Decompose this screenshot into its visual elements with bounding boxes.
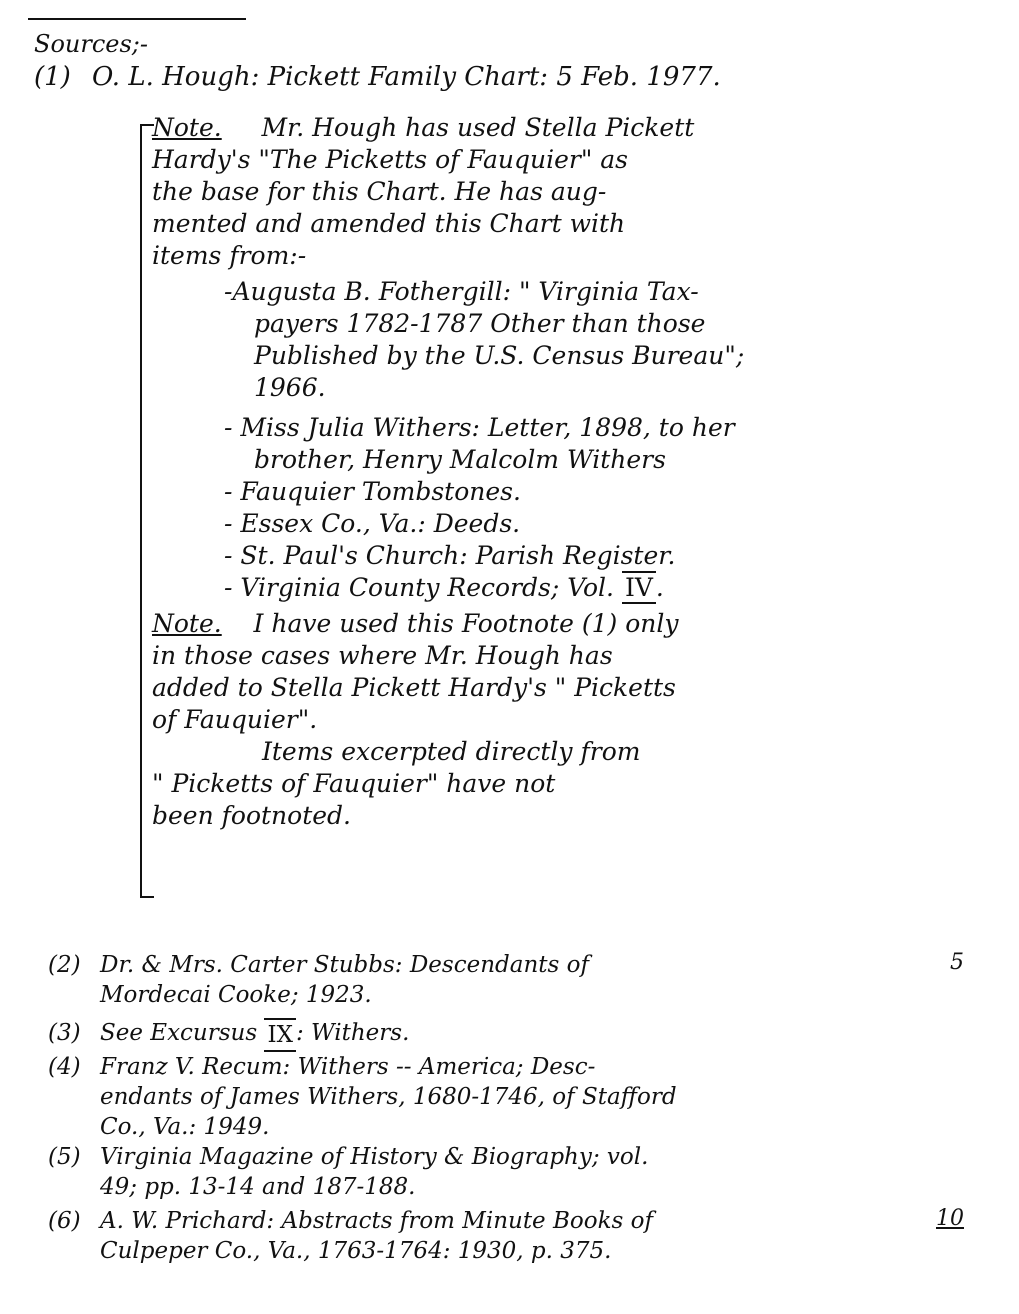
note-1-line-2: Hardy's "The Picketts of Fauquier" as (152, 145, 629, 174)
footnotes (48, 950, 988, 1266)
footnote-2-line-2: Mordecai Cooke; 1923. (100, 982, 372, 1008)
footnote-4-line-3: Co., Va.: 1949. (100, 1114, 270, 1140)
note-2 (152, 608, 872, 832)
footnote-2 (48, 950, 988, 1010)
item-6-after: . (655, 573, 664, 602)
margin-number-5: 5 (950, 950, 964, 975)
footnote-3-after: : Withers. (295, 1020, 410, 1046)
note-2-line-3: added to Stella Pickett Hardy's " Picketts (152, 673, 676, 702)
note-2-label: Note. (152, 609, 222, 638)
note-1-line-5: items from:- (152, 241, 307, 270)
note-1-label: Note. (152, 113, 222, 142)
note-1-text-1: Mr. Hough has used Stella Pickett (261, 113, 695, 142)
source-1-number: (1) (34, 62, 71, 92)
source-1 (34, 62, 721, 92)
item-1-line-2: payers 1782-1787 Other than those (254, 309, 706, 338)
footnote-6-line-1: A. W. Prichard: Abstracts from Minute Books of (100, 1208, 653, 1234)
sources-heading: Sources;- (34, 30, 148, 58)
footnote-2-number: (2) (48, 952, 81, 978)
item-2-line-2: brother, Henry Malcolm Withers (254, 445, 666, 474)
note-2-line-7: been footnoted. (152, 801, 351, 830)
footnote-3-number: (3) (48, 1020, 81, 1046)
item-3: - Fauquier Tombstones. (224, 477, 521, 506)
top-rule (28, 18, 246, 20)
footnote-6-line-2: Culpeper Co., Va., 1763-1764: 1930, p. 375. (100, 1238, 612, 1264)
note-block (152, 112, 872, 832)
footnote-6-number: (6) (48, 1208, 81, 1234)
footnote-3 (48, 1018, 988, 1052)
footnote-2-line-1: Dr. & Mrs. Carter Stubbs: Descendants of (100, 952, 589, 978)
note-2-line-4: of Fauquier". (152, 705, 318, 734)
item-6 (152, 572, 872, 604)
item-5: - St. Paul's Church: Parish Register. (224, 541, 676, 570)
footnote-3-roman-numeral: IX (264, 1018, 295, 1052)
item-6-text: - Virginia County Records; Vol. (224, 573, 614, 602)
item-2-line-1: - Miss Julia Withers: Letter, 1898, to her (224, 413, 735, 442)
footnote-4 (48, 1052, 988, 1142)
footnote-5-number: (5) (48, 1144, 81, 1170)
note-1-line-1 (152, 112, 872, 144)
item-6-roman-numeral: IV (622, 571, 656, 604)
footnote-4-line-1: Franz V. Recum: Withers -- America; Desc- (100, 1054, 596, 1080)
item-1 (152, 276, 872, 404)
footnote-6 (48, 1206, 988, 1266)
footnote-5-line-2: 49; pp. 13-14 and 187-188. (100, 1174, 416, 1200)
item-2 (152, 412, 872, 476)
footnote-4-line-2: endants of James Withers, 1680-1746, of Stafford (100, 1084, 677, 1110)
footnote-3-line-1: See Excursus (100, 1020, 258, 1046)
footnote-5 (48, 1142, 988, 1202)
note-2-line-1 (152, 608, 872, 640)
item-1-line-3: Published by the U.S. Census Bureau"; (254, 341, 745, 370)
margin-number-10: 10 (936, 1206, 964, 1231)
footnote-4-number: (4) (48, 1054, 81, 1080)
item-4: - Essex Co., Va.: Deeds. (224, 509, 521, 538)
item-1-line-4: 1966. (254, 373, 326, 402)
source-1-text: O. L. Hough: Pickett Family Chart: 5 Feb. 1977. (92, 62, 721, 92)
note-2-text-1: I have used this Footnote (1) only (253, 609, 679, 638)
note-1-line-4: mented and amended this Chart with (152, 209, 626, 238)
item-1-line-1: -Augusta B. Fothergill: " Virginia Tax- (224, 277, 699, 306)
note-2-line-5: Items excerpted directly from (262, 737, 641, 766)
note-2-line-6: " Picketts of Fauquier" have not (152, 769, 556, 798)
note-2-line-2: in those cases where Mr. Hough has (152, 641, 613, 670)
footnote-5-line-1: Virginia Magazine of History & Biography; vol. (100, 1144, 649, 1170)
note-1-line-3: the base for this Chart. He has aug- (152, 177, 607, 206)
